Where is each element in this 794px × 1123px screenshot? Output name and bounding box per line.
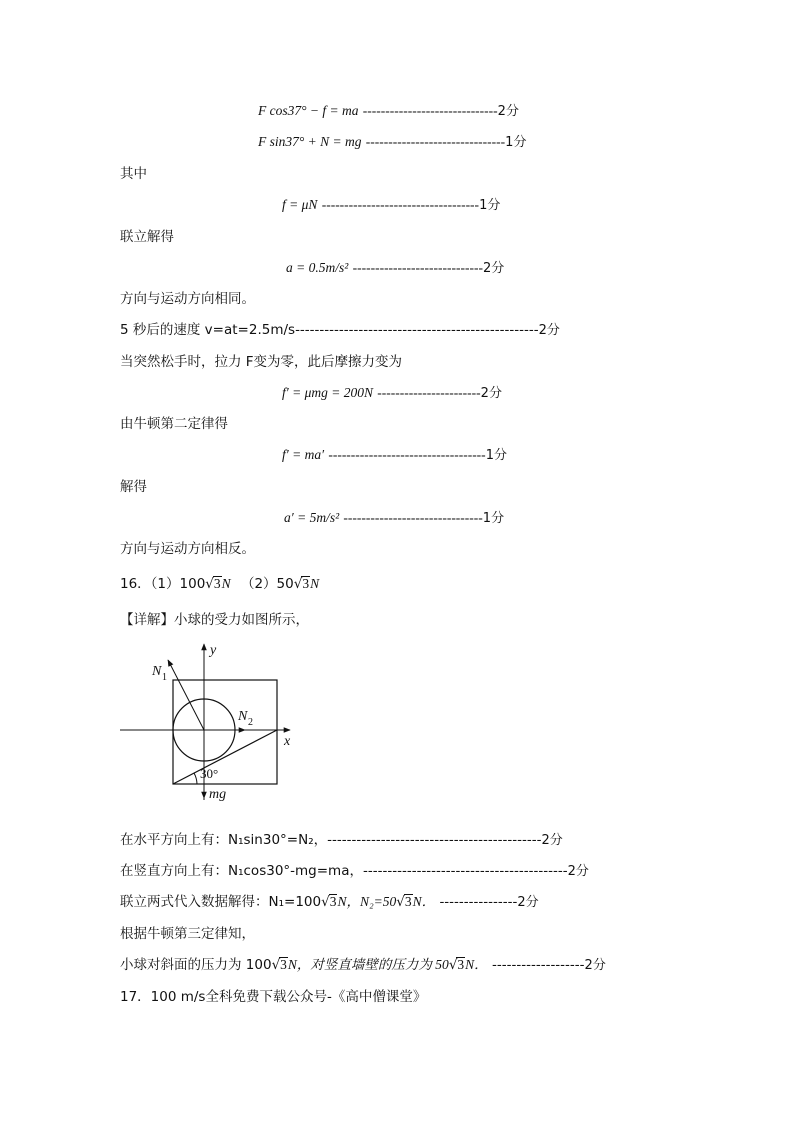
text-line: 方向与运动方向相反。: [120, 541, 255, 557]
angle-label: 30°: [200, 766, 219, 781]
dash-leader: -------------------------------: [343, 510, 483, 525]
angle-arc: [194, 773, 197, 784]
dash-leader: ------------------------------: [362, 103, 498, 118]
dash-leader: -----------------------: [377, 385, 481, 400]
dash-leader: --------------------------------------------: [327, 832, 542, 848]
equation-line: [258, 101, 519, 122]
radicand: 3: [329, 894, 337, 909]
solve-line: [120, 892, 539, 913]
text-line: 方向与运动方向相同。: [120, 291, 255, 307]
detail-tag: 【详解】: [120, 612, 174, 628]
equation: a = 0.5m/s²: [286, 260, 349, 275]
q16-part2: （2）50: [240, 576, 294, 592]
dash-leader: -------------------------------: [365, 134, 506, 149]
score: 2分: [584, 958, 606, 973]
dash-leader: -----------------------------------: [328, 447, 486, 462]
equation-line: [284, 508, 504, 529]
x-label: x: [284, 734, 291, 749]
text-line: 其中: [120, 166, 147, 182]
equation-line: [282, 445, 507, 466]
y-label: y: [210, 643, 217, 658]
question-17-answer: 17．100 m/s全科免费下载公众号-《高中僧课堂》: [120, 989, 427, 1005]
force-diagram: [118, 640, 308, 812]
vertical-equation: [120, 861, 589, 882]
score: 2分: [538, 323, 560, 338]
text-line: [120, 320, 560, 341]
text-line: 当突然松手时，拉力 F变为零，此后摩擦力变为: [120, 354, 403, 370]
horizontal-equation: [120, 830, 563, 851]
radicand: 3: [404, 894, 412, 909]
sqrt-icon: √: [396, 894, 405, 910]
equation: f′ = ma′: [282, 447, 325, 462]
pressure-text: 小球对斜面的压力为 100: [120, 957, 272, 973]
sqrt-icon: √: [448, 957, 458, 973]
text-line: 根据牛顿第三定律知，: [120, 926, 255, 942]
text-line: 解得: [120, 479, 147, 495]
solve-unit: N．: [412, 894, 436, 909]
radicand: 3: [280, 957, 287, 972]
equation-text: 在水平方向上有：N₁sin30°=N₂，: [120, 832, 328, 848]
equation: F sin37° + N = mg: [258, 134, 362, 149]
q16-part1: 16．（1）100: [120, 576, 206, 592]
equation-line: [282, 383, 502, 404]
equation-line: [258, 132, 526, 153]
pressure-line: [120, 955, 606, 976]
box: [173, 680, 277, 784]
solve-text: 联立两式代入数据解得：N₁=100: [120, 894, 322, 910]
solve-unit: N，N₂=50: [337, 894, 397, 909]
sqrt-icon: √: [293, 576, 303, 592]
score: 2分: [541, 833, 563, 848]
detail-text: 小球的受力如图所示，: [174, 612, 309, 628]
radicand: 3: [457, 957, 465, 972]
unit: N: [221, 576, 231, 591]
equation: F cos37° − f = ma: [258, 103, 359, 118]
detail-line: [120, 610, 309, 630]
sqrt-icon: √: [321, 894, 330, 910]
dash-leader: --------------------------------------------------: [295, 322, 539, 338]
score: 2分: [482, 261, 505, 276]
equation-text: 在竖直方向上有：N₁cos30°-mg=ma，: [120, 863, 363, 879]
score: 2分: [567, 864, 589, 879]
sqrt-icon: √: [271, 957, 281, 973]
dash-leader: -------------------: [491, 957, 585, 973]
equation: f = μN: [282, 197, 318, 212]
score: 2分: [497, 104, 519, 119]
n2-label: N: [238, 709, 248, 724]
score: 1分: [479, 198, 501, 213]
score: 1分: [485, 448, 507, 463]
dash-leader: -----------------------------: [352, 260, 483, 275]
equation: a′ = 5m/s²: [284, 510, 340, 525]
score: 2分: [517, 895, 539, 910]
score: 1分: [505, 135, 527, 150]
dash-leader: ------------------------------------------: [362, 863, 568, 879]
n1-label: N: [152, 664, 162, 679]
radicand: 3: [213, 576, 221, 591]
n1-subscript: 1: [162, 672, 167, 683]
n2-subscript: 2: [248, 717, 253, 728]
text-line: 由牛顿第二定律得: [120, 416, 228, 432]
equation: f′ = μmg = 200N: [282, 385, 373, 400]
equation-line: [286, 258, 504, 279]
text-line: 联立解得: [120, 229, 174, 245]
pressure-unit: N，对竖直墙壁的压力为 50: [287, 957, 449, 972]
equation-line: [282, 195, 500, 216]
dash-leader: -----------------------------------: [321, 197, 480, 212]
sqrt-icon: √: [205, 576, 214, 592]
pressure-unit: N．: [465, 957, 488, 972]
score: 2分: [480, 386, 502, 401]
radicand: 3: [302, 576, 310, 591]
dash-leader: ----------------: [439, 894, 518, 910]
unit: N: [310, 576, 320, 591]
mg-label: mg: [209, 787, 227, 802]
score: 1分: [482, 511, 505, 526]
question-16-answer: [120, 574, 319, 594]
velocity-text: 5 秒后的速度 v=at=2.5m/s: [120, 322, 296, 338]
